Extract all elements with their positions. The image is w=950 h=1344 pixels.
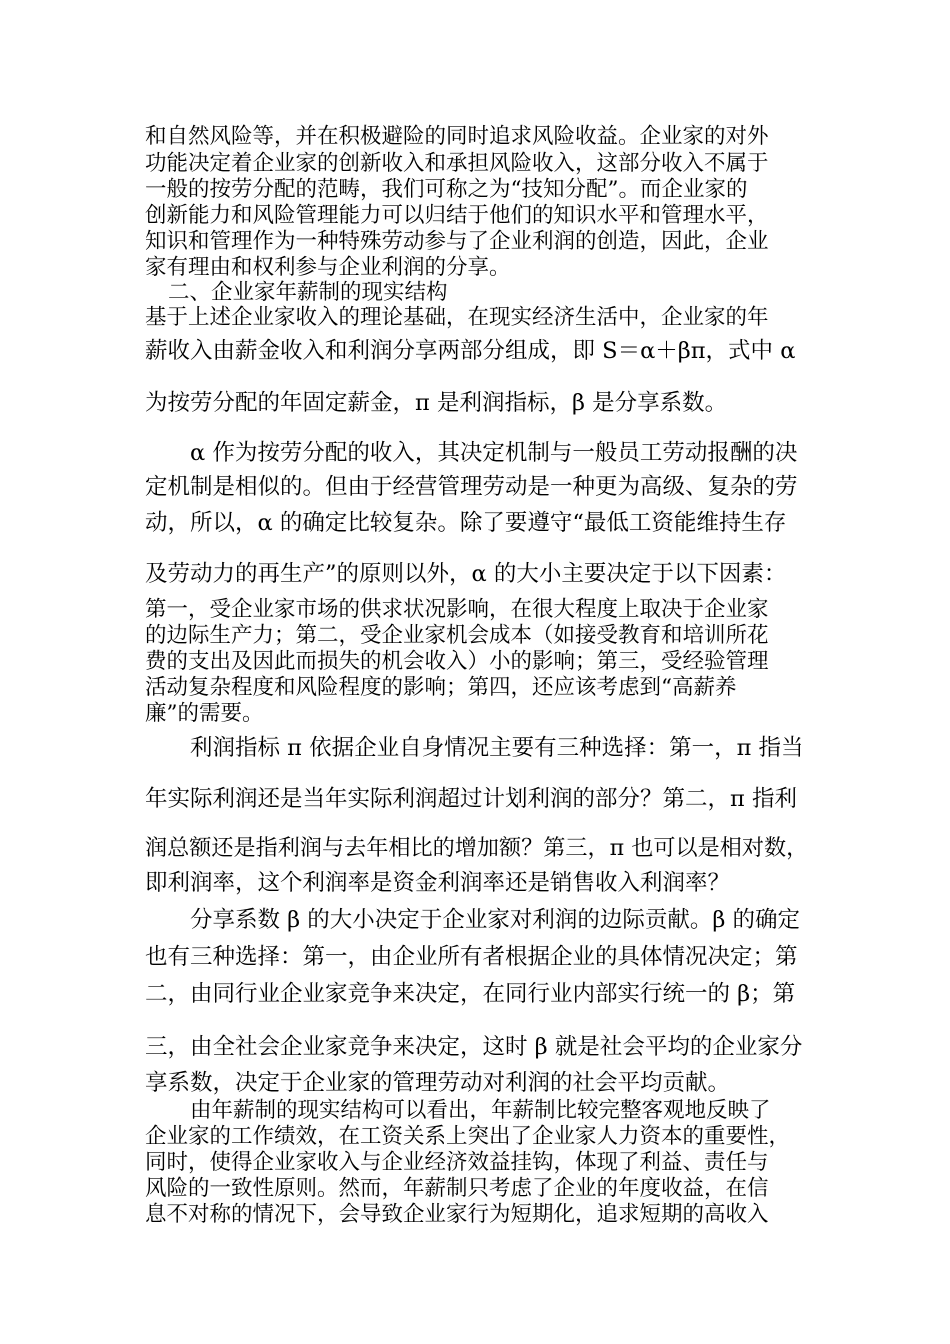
text-line: 薪收入由薪金收入和利润分享两部分组成，即 S＝α＋βπ，式中 α xyxy=(145,338,796,364)
text-line: 及劳动力的再生产”的原则以外，α 的大小主要决定于以下因素： xyxy=(145,561,787,587)
text-line: 同时，使得企业家收入与企业经济效益挂钩，体现了利益、责任与 xyxy=(145,1150,769,1175)
text-line: 和自然风险等，并在积极避险的同时追求风险收益。企业家的对外 xyxy=(145,124,769,149)
text-line: 为按劳分配的年固定薪金，π 是利润指标，β 是分享系数。 xyxy=(145,390,728,416)
text-line: 风险的一致性原则。然而，年薪制只考虑了企业的年度收益，在信 xyxy=(145,1176,769,1201)
text-line: 分享系数 β 的大小决定于企业家对利润的边际贡献。β 的确定 xyxy=(190,907,800,933)
text-line: 二，由同行业企业家竞争来决定，在同行业内部实行统一的 β；第 xyxy=(145,981,796,1007)
text-line: 知识和管理作为一种特殊劳动参与了企业利润的创造，因此，企业 xyxy=(145,229,769,254)
text-line: 功能决定着企业家的创新收入和承担风险收入，这部分收入不属于 xyxy=(145,151,769,176)
text-line: 即利润率，这个利润率是资金利润率还是销售收入利润率？ xyxy=(145,870,731,896)
text-line: 利润指标 π 依据企业自身情况主要有三种选择：第一，π 指当 xyxy=(190,735,804,761)
text-line: 家有理由和权利参与企业利润的分享。 xyxy=(145,255,511,280)
text-line: 定机制是相似的。但由于经营管理劳动是一种更为高级、复杂的劳 xyxy=(145,474,798,500)
text-line: 企业家的工作绩效，在工资关系上突出了企业家人力资本的重要性， xyxy=(145,1124,791,1149)
text-line: 息不对称的情况下，会导致企业家行为短期化，追求短期的高收入 xyxy=(145,1202,769,1227)
text-line: 廉”的需要。 xyxy=(145,701,264,726)
text-line: 费的支出及因此而损失的机会收入）小的影响；第三，受经验管理 xyxy=(145,649,769,674)
text-line: 动，所以，α 的确定比较复杂。除了要遵守“最低工资能维持生存 xyxy=(145,510,787,536)
text-line: 创新能力和风险管理能力可以归结于他们的知识水平和管理水平， xyxy=(145,203,769,228)
text-line: 一般的按劳分配的范畴，我们可称之为“技知分配”。而企业家的 xyxy=(145,177,748,202)
text-line: 由年薪制的现实结构可以看出，年薪制比较完整客观地反映了 xyxy=(190,1098,771,1123)
text-line: 三，由全社会企业家竞争来决定，这时 β 就是社会平均的企业家分 xyxy=(145,1034,803,1060)
text-line: α 作为按劳分配的收入，其决定机制与一般员工劳动报酬的决 xyxy=(190,440,798,466)
section-heading: 二、企业家年薪制的现实结构 xyxy=(168,280,448,305)
text-line: 活动复杂程度和风险程度的影响；第四，还应该考虑到“高薪养 xyxy=(145,675,737,700)
text-line: 的边际生产力；第二，受企业家机会成本（如接受教育和培训所花 xyxy=(145,623,769,648)
text-line: 也有三种选择：第一，由企业所有者根据企业的具体情况决定；第 xyxy=(145,944,798,970)
text-line: 基于上述企业家收入的理论基础，在现实经济生活中，企业家的年 xyxy=(145,305,769,330)
text-line: 享系数，决定于企业家的管理劳动对利润的社会平均贡献。 xyxy=(145,1070,731,1096)
text-line: 润总额还是指利润与去年相比的增加额？第三，π 也可以是相对数， xyxy=(145,835,809,861)
text-line: 年实际利润还是当年实际利润超过计划利润的部分？第二，π 指利 xyxy=(145,786,797,812)
text-line: 第一，受企业家市场的供求状况影响，在很大程度上取决于企业家 xyxy=(145,597,769,622)
